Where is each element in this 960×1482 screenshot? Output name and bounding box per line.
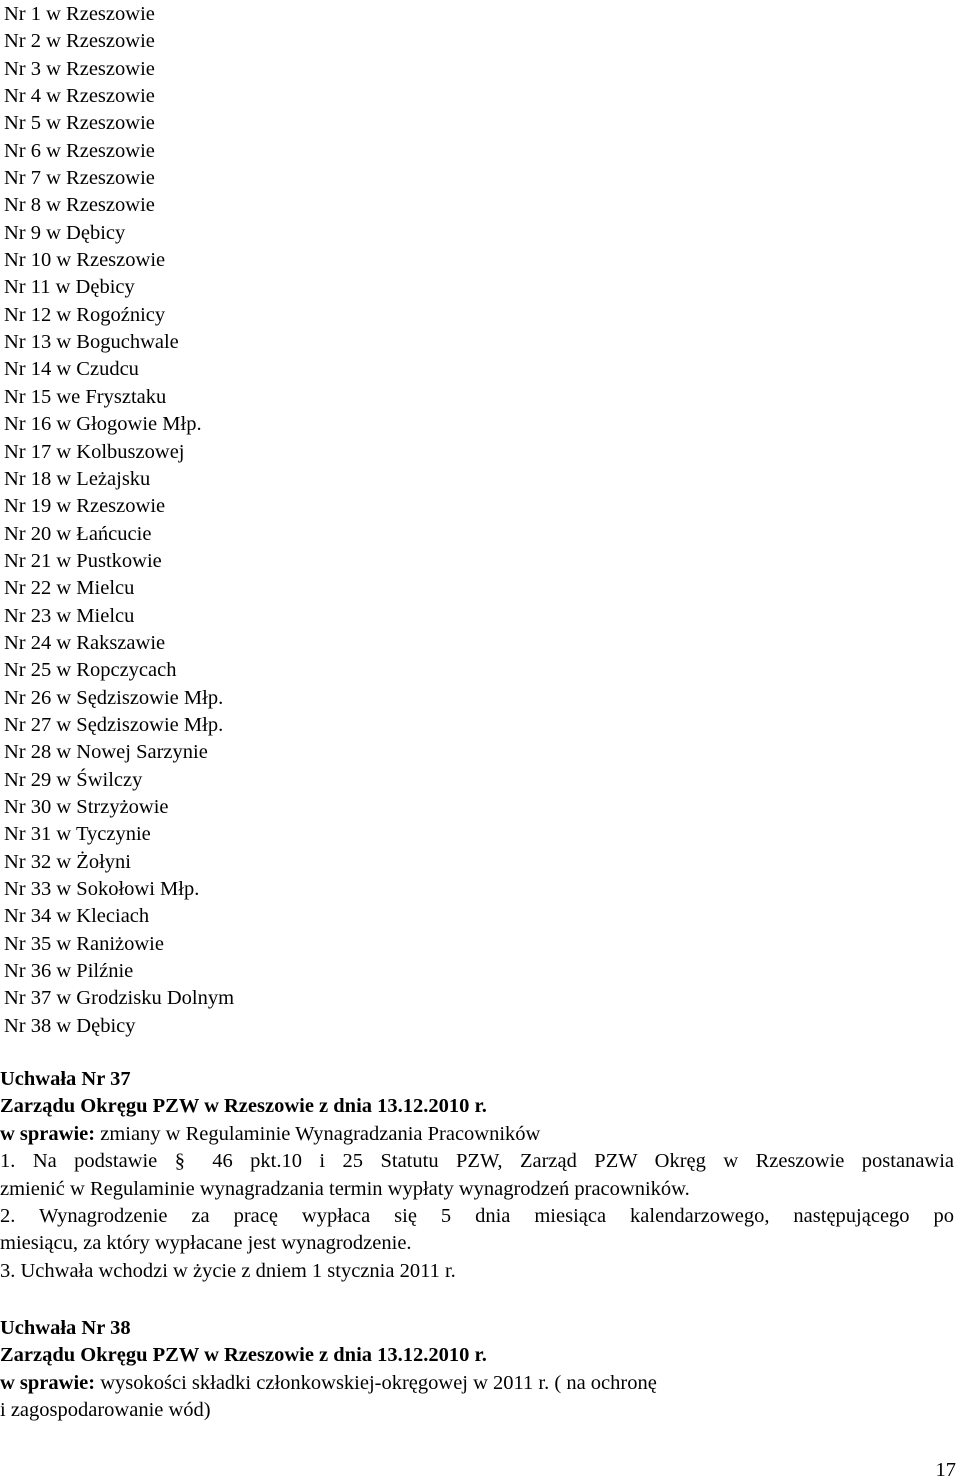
list-item: Nr 5 w Rzeszowie [4,112,155,135]
list-item: Nr 32 w Żołyni [4,850,131,873]
subject-text: zmiany w Regulaminie Wynagradzania Pracowników [95,1122,541,1145]
paragraph-1-number: 1. Na podstawie [0,1150,158,1173]
list-item: Nr 11 w Dębicy [4,276,135,299]
resolution-issuer: Zarządu Okręgu PZW w Rzeszowie z dnia 13.12.2010 r. [0,1095,487,1118]
paragraph-1-text: 46 pkt.10 i 25 Statutu PZW, Zarząd PZW Okręg w Rzeszowie postanawia [212,1150,955,1173]
list-item: Nr 2 w Rzeszowie [4,30,155,53]
paragraph-2: 2. Wynagrodzenie za pracę wypłaca się 5 dnia miesiąca kalendarzowego, następującego po [0,1205,954,1228]
document-page [4,0,956,1040]
list-item: Nr 25 w Ropczycach [4,659,177,682]
subject-label: w sprawie: [0,1371,96,1394]
list-item: Nr 18 w Leżajsku [4,467,151,490]
resolution-subject [0,1370,954,1397]
list-item: Nr 27 w Sędziszowie Młp. [4,713,224,736]
resolution-37 [0,1066,954,1285]
list-item: Nr 1 w Rzeszowie [4,3,155,25]
resolution-38 [0,1315,954,1425]
list-item: Nr 26 w Sędziszowie Młp. [4,686,224,709]
list-item: Nr 4 w Rzeszowie [4,85,155,108]
paragraph-2-continuation: miesiącu, za który wypłacane jest wynagrodzenie. [0,1232,412,1255]
list-item: Nr 6 w Rzeszowie [4,139,155,162]
resolution-title: Uchwała Nr 37 [0,1068,131,1090]
list-item: Nr 13 w Boguchwale [4,331,179,354]
list-item: Nr 17 w Kolbuszowej [4,440,185,463]
list-item: Nr 21 w Pustkowie [4,549,162,572]
list-item: Nr 8 w Rzeszowie [4,194,155,217]
paragraph-3: 3. Uchwała wchodzi w życie z dniem 1 stycznia 2011 r. [0,1259,456,1282]
resolution-title: Uchwała Nr 38 [0,1317,131,1339]
page-number: 17 [935,1459,956,1481]
section-symbol: § [174,1150,185,1173]
list-item: Nr 31 w Tyczynie [4,823,151,846]
list-item: Nr 23 w Mielcu [4,604,135,627]
list-item: Nr 20 w Łańcucie [4,522,152,545]
list-item: Nr 33 w Sokołowi Młp. [4,878,200,900]
circle-list [4,0,956,1040]
list-item: Nr 19 w Rzeszowie [4,495,166,518]
list-item: Nr 16 w Głogowie Młp. [4,413,202,436]
resolution-subject [0,1121,954,1148]
list-item: Nr 28 w Nowej Sarzynie [4,741,208,764]
list-item: Nr 34 w Kleciach [4,905,150,928]
list-item: Nr 36 w Pilźnie [4,960,134,983]
subject-text: wysokości składki członkowskiej-okręgowej w 2011 r. ( na ochronę [95,1371,657,1394]
list-item: Nr 7 w Rzeszowie [4,167,155,190]
list-item: Nr 14 w Czudcu [4,358,139,381]
list-item: Nr 37 w Grodzisku Dolnym [4,987,235,1010]
list-item: Nr 10 w Rzeszowie [4,249,166,272]
list-item: Nr 35 w Raniżowie [4,932,164,955]
subject-label: w sprawie: [0,1122,96,1145]
resolution-subject-continuation: i zagospodarowanie wód) [0,1399,211,1422]
list-item: Nr 38 w Dębicy [4,1014,136,1037]
list-item: Nr 29 w Świlczy [4,768,143,791]
list-item: Nr 30 w Strzyżowie [4,795,169,818]
list-item: Nr 3 w Rzeszowie [4,57,155,80]
list-item: Nr 24 w Rakszawie [4,631,166,654]
resolution-issuer: Zarządu Okręgu PZW w Rzeszowie z dnia 13.12.2010 r. [0,1344,487,1367]
list-item: Nr 9 w Dębicy [4,221,126,244]
paragraph-1 [0,1148,954,1175]
list-item: Nr 12 w Rogoźnicy [4,303,166,326]
list-item: Nr 15 we Frysztaku [4,385,167,408]
list-item: Nr 22 w Mielcu [4,577,135,600]
paragraph-1-continuation: zmienić w Regulaminie wynagradzania termin wypłaty wynagrodzeń pracowników. [0,1177,690,1200]
